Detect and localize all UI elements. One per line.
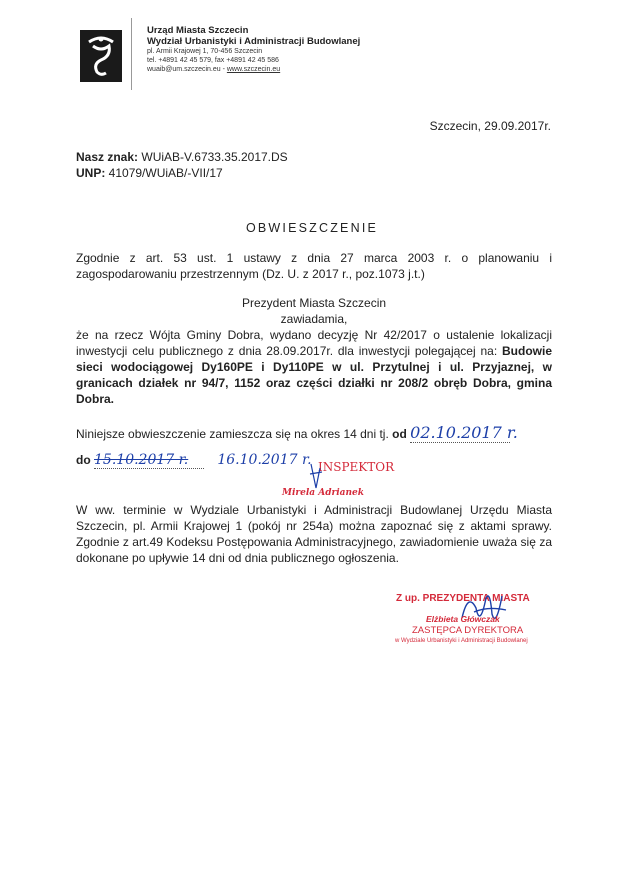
org-name: Urząd Miasta Szczecin — [147, 25, 249, 36]
document-title: OBWIESZCZENIE — [245, 221, 379, 235]
stamp-unit: w Wydziale Urbanistyki i Administracji Budowlanej — [395, 638, 528, 644]
dept-name: Wydział Urbanistyki i Administracji Budowlanej — [147, 36, 361, 47]
to-line — [76, 452, 312, 469]
legal-basis: Zgodnie z art. 53 ust. 1 ustawy z dnia 27 marca 2003 r. o planowaniu i zagospodarowaniu przestrzennym (Dz. U. z 2017 r., poz.1073 j.t.) — [76, 251, 552, 281]
stamp-line-1: Z up. PREZYDENTA MIASTA — [396, 593, 530, 604]
inspector-name: Mirela Adrianek — [282, 488, 365, 498]
decision-subject: Budowie sieci wodociągowej Dy160PE i Dy110PE w ul. Przytulnej i ul. Przyjaznej, w granicach działek nr 94/7, 1152 oraz części działki nr 208/2 obręb Dobra, gmina Dobra. — [76, 344, 552, 406]
our-ref-label: Nasz znak: — [76, 150, 139, 164]
place-date: Szczecin, 29.09.2017r. — [429, 119, 551, 133]
unp-value: 41079/WUiAB/-VII/17 — [105, 166, 223, 180]
phone-fax: tel. +4891 42 45 579, fax +4891 42 45 586 — [147, 57, 279, 64]
email: wuaib@um.szczecin.eu — [147, 66, 221, 73]
inspector-signature-icon — [308, 462, 324, 490]
inspector-stamp: INSPEKTOR — [318, 460, 395, 474]
letterhead — [147, 25, 360, 74]
from-label: od — [392, 427, 407, 441]
president: Prezydent Miasta Szczecin — [241, 296, 387, 310]
to-label: do — [76, 453, 91, 467]
to-date-struck: 15.10.2017 r. — [94, 452, 204, 469]
address: pl. Armii Krajowej 1, 70-456 Szczecin — [147, 48, 263, 55]
body-paragraph: W ww. terminie w Wydziale Urbanistyki i Administracji Budowlanej Urzędu Miasta Szczecin, pl. Armii Krajowej 1 (pokój nr 254a) można zapoznać się z aktami sprawy. Zgodnie z art.49 Kodeksu Postępowania Administracyjnego, zawiadomienie uważa się za dokonane po upływie 14 dni od dnia publicznego ogłoszenia. — [76, 503, 552, 565]
notice-prefix: Niniejsze obwieszczenie zamieszcza się na okres 14 dni tj. — [76, 427, 393, 441]
to-date-corrected: 16.10.2017 r. — [217, 452, 312, 468]
stamp-role: ZASTĘPCA DYREKTORA — [412, 625, 524, 636]
unp-label: UNP: — [76, 166, 106, 180]
header-divider — [131, 18, 132, 90]
our-ref-value: WUiAB-V.6733.35.2017.DS — [138, 150, 288, 164]
decision-paragraph — [76, 327, 552, 407]
city-logo-icon — [80, 30, 122, 82]
decision-text: że na rzecz Wójta Gminy Dobra, wydano decyzję Nr 42/2017 o ustalenie lokalizacji inwestycji celu publicznego z dnia 28.09.2017r. dla inwestycji polegającej na: — [76, 328, 552, 358]
notice-period — [76, 423, 518, 443]
contact-line — [147, 65, 360, 74]
contact-separator: - — [220, 66, 227, 73]
informs: zawiadamia, — [280, 312, 348, 326]
reference-block — [76, 149, 288, 181]
from-date-handwritten: 02.10.2017 r. — [410, 423, 518, 442]
stamp-name: Elżbieta Główczak — [426, 614, 500, 624]
website-link: www.szczecin.eu — [226, 66, 281, 73]
